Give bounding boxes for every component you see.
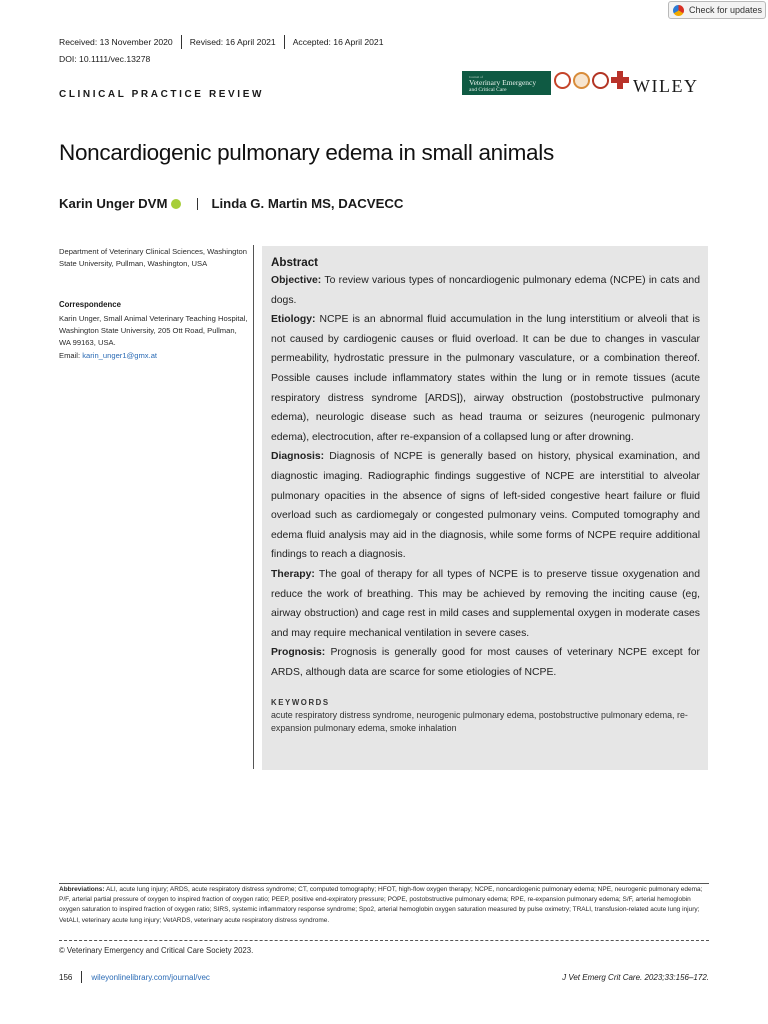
affiliation: Department of Veterinary Clinical Sciences, Washington State University, Pullman, Washington, USA [59, 247, 247, 269]
prognosis-label: Prognosis: [271, 647, 326, 659]
correspondence [59, 313, 249, 362]
society-logos [554, 71, 629, 89]
abstract-objective [271, 271, 700, 310]
footnote-rule [59, 883, 709, 884]
page-footer [59, 971, 709, 983]
check-for-updates-button[interactable] [668, 1, 766, 19]
journal-logo-line2: and Critical Care [469, 86, 507, 93]
abstract-box [262, 246, 708, 770]
keywords-heading: KEYWORDS [271, 698, 330, 708]
therapy-label: Therapy: [271, 568, 315, 580]
journal-logo [462, 71, 551, 95]
abstract-diagnosis [271, 447, 700, 565]
keywords: acute respiratory distress syndrome, neurogenic pulmonary edema, postobstructive pulmonary edema, re-expansion pulmonary edema, smoke inhalation [271, 710, 688, 734]
author-name[interactable]: Linda G. Martin MS, DACVECC [211, 196, 404, 211]
abbreviations [59, 885, 711, 926]
divider [197, 198, 198, 210]
correspondence-address: Karin Unger, Small Animal Veterinary Teaching Hospital, Washington State University, 205 Ott Road, Pullman, WA 99163, USA. [59, 314, 248, 348]
abstract-heading: Abstract [271, 256, 319, 269]
article-history [59, 35, 383, 49]
abbreviations-text: ALI, acute lung injury; ARDS, acute respiratory distress syndrome; CT, computed tomography; HFOT, high-flow oxygen therapy; NCPE, noncardiogenic pulmonary edema; NPE, neurogenic pulmonary edema; P/F, arterial partial pressure of oxygen to inspired fraction of oxygen ratio; PEEP, positive end-expiratory pressure; POPE, postobstructive pulmonary edema; RPE, re-expansion pulmonary edema; S/F, arterial hemoglobin oxygen saturation to inspired fraction of oxygen ratio; SIRS, systemic inflammatory response syndrome; Spo2, arterial hemoglobin oxygen saturation measured by pulse oximetry; TRALI, transfusion-related acute lung injury; VetALI, veterinary acute lung injury; VetARDS, veterinary acute respiratory distress syndrome. [59, 886, 703, 924]
diagnosis-label: Diagnosis: [271, 451, 325, 463]
journal-logo-small-text: Journal of [469, 75, 484, 79]
page-number: 156 [59, 972, 73, 982]
crossmark-icon [673, 5, 684, 16]
journal-logo-line1: Veterinary Emergency [469, 78, 537, 87]
revised-date: Revised: 16 April 2021 [189, 37, 276, 47]
society-seal-icon [592, 72, 609, 89]
society-seal-icon [573, 72, 590, 89]
doi: DOI: 10.1111/vec.13278 [59, 54, 151, 64]
abstract-prognosis [271, 643, 700, 682]
correspondence-heading: Correspondence [59, 300, 121, 309]
email-link[interactable]: karin_unger1@gmx.at [82, 350, 158, 360]
copyright: © Veterinary Emergency and Critical Care Society 2023. [59, 946, 254, 955]
accepted-date: Accepted: 16 April 2021 [292, 37, 384, 47]
abbreviations-label: Abbreviations: [59, 886, 105, 893]
divider [181, 35, 182, 49]
section-label: CLINICAL PRACTICE REVIEW [59, 89, 264, 100]
etiology-label: Etiology: [271, 314, 316, 326]
objective-label: Objective: [271, 275, 322, 286]
column-divider [253, 245, 254, 769]
prognosis-text: Prognosis is generally good for most causes of veterinary NCPE except for ARDS, although data are scarce for some etiologies of NCPE. [271, 647, 700, 678]
objective-text: To review various types of noncardiogenic pulmonary edema (NCPE) in cats and dogs. [271, 275, 700, 306]
publisher-logo: WILEY [633, 76, 699, 96]
author-list [59, 196, 403, 211]
etiology-text: NCPE is an abnormal fluid accumulation in the lung interstitium or alveoli that is not caused by cardiogenic causes or fluid overload. It can be due to changes in vascular permeability, hydrostatic pressure in the pulmonary vasculature, or a combination thereof. Possible causes include inflammatory states within the lung or in remote tissues (acute respiratory distress syndrome [ARDS]), airway obstruction (postobstructive pulmonary edema), neurologic disease such as head trauma or seizures (neurogenic pulmonary edema), electrocution, after re-expansion of a collapsed lung or after drowning. [271, 314, 700, 443]
received-date: Received: 13 November 2020 [59, 37, 173, 47]
divider [284, 35, 285, 49]
abstract-therapy [271, 565, 700, 643]
citation: J Vet Emerg Crit Care. 2023;33:156–172. [562, 972, 709, 982]
email-label: Email: [59, 350, 83, 360]
orcid-icon[interactable] [171, 199, 181, 209]
author-name[interactable]: Karin Unger DVM [59, 196, 168, 211]
article-title: Noncardiogenic pulmonary edema in small animals [59, 140, 554, 165]
check-for-updates-label: Check for updates [689, 5, 763, 15]
therapy-text: The goal of therapy for all types of NCPE is to preserve tissue oxygenation and reduce the work of breathing. This may be achieved by removing the inciting cause (eg, airway obstruction) and cage rest in mild cases and supplemental oxygen in moderate cases and may require mechanical ventilation in severe cases. [271, 568, 700, 639]
society-seal-icon [554, 72, 571, 89]
divider [81, 971, 82, 983]
cross-logo-icon [611, 71, 629, 89]
diagnosis-text: Diagnosis of NCPE is generally based on history, physical examination, and diagnostic imaging. Radiographic findings suggestive of NCPE are interstitial to alveolar pulmonary opacities in the absence of signs of left-sided congestive heart failure or fluid overload such as cardiomegaly or congested pulmonary veins. Computed tomography and edema fluid analysis may aid in the diagnosis, while some forms of NCPE require additional findings to reach a diagnosis. [271, 451, 700, 561]
abstract-etiology [271, 310, 700, 447]
journal-url-link[interactable]: wileyonlinelibrary.com/journal/vec [91, 972, 210, 982]
dashed-rule [59, 940, 709, 941]
